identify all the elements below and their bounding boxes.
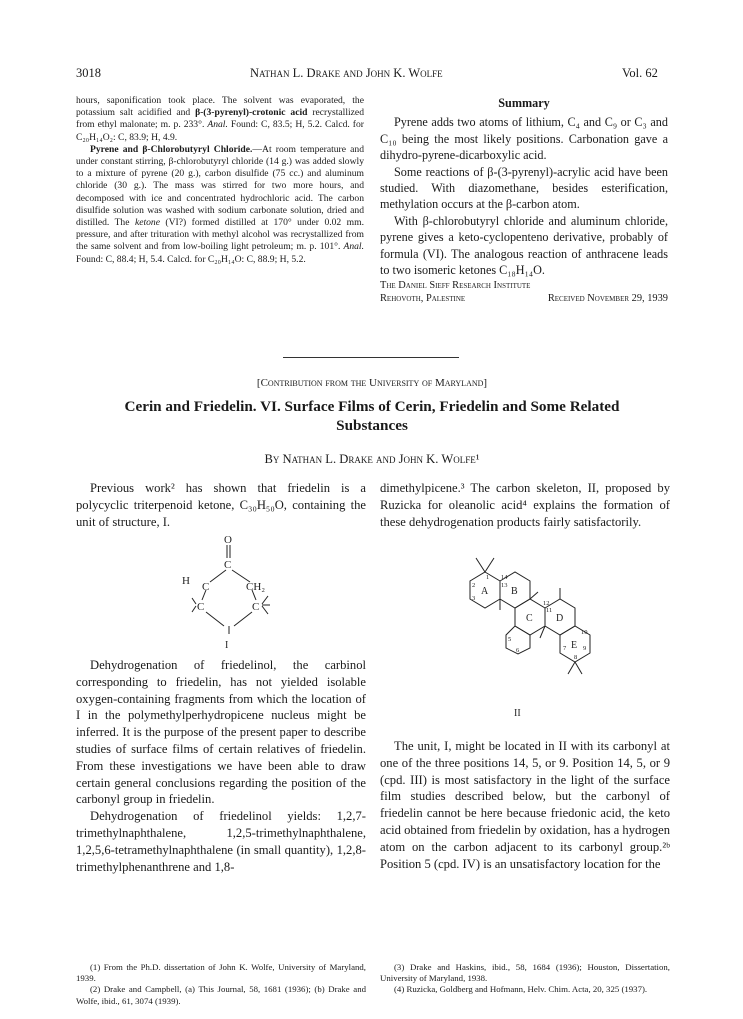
atom-CH2: CH₂ xyxy=(246,581,266,593)
compound-name-crotonic-acid: β-(3-pyrenyl)-crotonic acid xyxy=(195,107,308,119)
experimental-p2-text-c: Found: C, 88.4; H, 5.4. Calcd. for C₂₀H₁₄O: C, 88.9; H, 5.2. xyxy=(76,253,306,265)
footnotes-left xyxy=(76,962,366,1007)
experimental-p1-text-c: Found: C, 83.5; H, 5.2. Calcd. for C₂₀H₁₄O₂: C, 83.9; H, 4.9. xyxy=(76,119,364,143)
footnotes-right xyxy=(380,962,670,996)
atom-C-bottom-right: C xyxy=(252,601,260,613)
atom-num-3: 3 xyxy=(472,595,476,602)
methyl-right-2 xyxy=(262,606,268,614)
ring-label-D: D xyxy=(556,613,564,624)
atom-num-6: 6 xyxy=(516,647,520,654)
experimental-p2-text-b: (VI?) formed distilled at 170° under 0.02 mm. pressure, and after trituration with methyl alcohol was recrystallized from the same solvent and from low-boiling light petroleum; m. p. 101°. xyxy=(76,217,364,253)
article-separator xyxy=(283,357,459,358)
experimental-heading-chlorobutyryl: Pyrene and β-Chlorobutyryl Chloride. xyxy=(90,143,253,155)
footnote-3: (3) Drake and Haskins, ibid., 58, 1684 (1936); Houston, Dissertation, University of Maryland, 1938. xyxy=(380,962,670,984)
ketone-label: ketone xyxy=(134,217,160,229)
article-title xyxy=(66,397,678,435)
structure-II-diagram xyxy=(440,548,610,728)
atom-num-12: 12 xyxy=(543,600,550,607)
atom-num-11: 11 xyxy=(546,607,553,614)
experimental-section xyxy=(76,95,364,266)
anal-label: Anal. xyxy=(207,119,228,131)
ring-label-C: C xyxy=(526,613,533,624)
summary-p1: Pyrene adds two atoms of lithium, C₄ and C₉ or C₃ and C₁₀ being the most likely positions. Carbonation gave a dihydro-pyrene-dicarboxylic acid. xyxy=(380,115,668,163)
structure-I-diagram xyxy=(160,532,290,652)
byline: By Nathan L. Drake and John K. Wolfe¹ xyxy=(264,452,480,466)
footnote-1: (1) From the Ph.D. dissertation of John K. Wolfe, University of Maryland, 1939. xyxy=(76,962,366,984)
summary-heading: Summary xyxy=(498,96,550,110)
dehydrogenation-paragraph: Dehydrogenation of friedelinol, the carbinol corresponding to friedelin, has not yielded isolable oxygen-containing fragments from which the location of I in the polymethylperhydropicene nucleus might be inferred. It is the purpose of the present paper to describe studies of surface films of certain relatives of friedelin. From these investigations we have been able to draw certain general conclusions regarding the position of the carbonyl group in friedelin. xyxy=(76,658,366,807)
atom-num-14: 14 xyxy=(501,574,508,581)
article-title-line-1: Cerin and Friedelin. VI. Surface Films of Cerin, Friedelin and Some Related xyxy=(124,398,620,415)
address-line xyxy=(380,293,668,306)
products-paragraph: Dehydrogenation of friedelinol yields: 1,2,7-trimethylnaphthalene, 1,2,5-trimethylnaphthalene, 1,2,5,6-tetramethylnaphthalene (in small quantity), 1,2,8-trimethylphenanthrene and 1,8- xyxy=(76,809,366,874)
ring-label-A: A xyxy=(481,586,489,597)
article-title-line-2: Substances xyxy=(336,417,408,434)
atom-num-5: 5 xyxy=(508,636,512,643)
atom-num-7: 7 xyxy=(563,645,567,652)
experimental-p1-text-b: recrystallized from ethyl malonate; m. p. 233°. xyxy=(76,107,364,131)
intro-paragraph: Previous work² has shown that friedelin is a polycyclic triterpenoid ketone, C₃₀H₅₀O, containing the unit of structure, I. xyxy=(76,481,366,529)
page-number: 3018 xyxy=(76,66,101,80)
bond-cbr-bottom xyxy=(234,612,252,626)
atom-C-left: C xyxy=(202,581,210,593)
atom-num-8: 8 xyxy=(574,654,578,661)
methyl-b1 xyxy=(530,592,538,599)
methyl-a1 xyxy=(476,558,485,572)
methyl-e2 xyxy=(575,662,582,674)
article-left-p1 xyxy=(76,480,366,530)
atom-num-13: 13 xyxy=(501,582,508,589)
footnote-4: (4) Ruzicka, Goldberg and Hofmann, Helv. Chim. Acta, 20, 325 (1937). xyxy=(394,984,648,995)
atom-O: O xyxy=(224,534,232,546)
article-left-body xyxy=(76,657,366,875)
ring-label-E: E xyxy=(571,640,578,651)
methyl-right-1 xyxy=(262,596,268,604)
bond-ctop-cleft xyxy=(210,570,226,582)
running-title: Nathan L. Drake and John K. Wolfe xyxy=(250,66,443,80)
atom-num-9: 9 xyxy=(583,645,587,652)
atom-H: H xyxy=(182,575,190,587)
ring-label-B: B xyxy=(511,586,518,597)
experimental-p2-text-a: —At room temperature and under constant stirring, β-chlorobutyryl chloride (14 g.) was added slowly to a mixture of pyrene (20 g.), carbon disulfide (75 cc.) and aluminum chloride (30 g.). The mass was stirred for two more hours, and decomposed with ice and concentrated hydrochloric acid. The carbon disulfide solution was washed with sodium carbonate solution, dried and distilled. The xyxy=(76,143,364,229)
atom-num-1: 1 xyxy=(486,574,490,581)
article-right-p2 xyxy=(380,738,670,872)
experimental-p1-text-a: hours, saponification took place. The solvent was evaporated, the potassium salt acidified and xyxy=(76,95,364,119)
summary-p2: Some reactions of β-(3-pyrenyl)-acrylic acid have been studied. With diazomethane, besides esterification, methylation occurs at the β-carbon atom. xyxy=(380,164,668,212)
atom-num-2: 2 xyxy=(472,582,476,589)
footnote-2: (2) Drake and Campbell, (a) This Journal, 58, 1681 (1936); (b) Drake and Wolfe, ibid., 61, 3074 (1939). xyxy=(76,984,366,1006)
methyl-e1 xyxy=(568,662,575,674)
anal-label-2: Anal. xyxy=(343,241,364,253)
volume-number: Vol. 62 xyxy=(622,66,658,80)
methyl-a2 xyxy=(485,558,494,572)
atom-num-10: 10 xyxy=(581,629,588,636)
structure-II-label: II xyxy=(514,708,521,719)
bond-cbl-bottom xyxy=(206,612,224,626)
methyl-left-2 xyxy=(192,606,196,612)
skeleton-paragraph: dimethylpicene.³ The carbon skeleton, II, proposed by Ruzicka for oleanolic acid⁴ explains the formation of these dehydrogenation products fairly satisfactorily. xyxy=(380,481,670,529)
summary-section xyxy=(380,95,668,306)
institute-place: Rehovoth, Palestine xyxy=(380,293,466,305)
article-right-p1 xyxy=(380,480,670,530)
contribution-line: [Contribution from the University of Maryland] xyxy=(256,377,488,389)
structure-I-label: I xyxy=(225,640,229,651)
summary-p3: With β-chlorobutyryl chloride and aluminum chloride, pyrene gives a keto-cyclopenteno derivative, probably of formula (VI). The analogous reaction of anthracene leads to two isomeric ketones C₁₈H₁₄O. xyxy=(380,213,668,278)
methyl-left-1 xyxy=(192,598,196,604)
received-date: Received November 29, 1939 xyxy=(547,293,668,305)
institute-name: The Daniel Sieff Research Institute xyxy=(380,280,531,292)
atom-C-bottom-left: C xyxy=(197,601,205,613)
unit-location-paragraph: The unit, I, might be located in II with its carbonyl at one of the three positions 14, 5, or 9. Position 14, 5, or 9 (cpd. III) is most satisfactory in the light of the surface film studies described below, but the carbonyl of friedelin cannot be here because friedonic acid, the keto acid obtained from friedelin by oxidation, has a hydrogen atom on the carbon adjacent to its carbonyl group.²ᵇ Position 5 (cpd. IV) is an unsatisfactory location for the xyxy=(380,739,670,871)
atom-C-top: C xyxy=(224,559,232,571)
